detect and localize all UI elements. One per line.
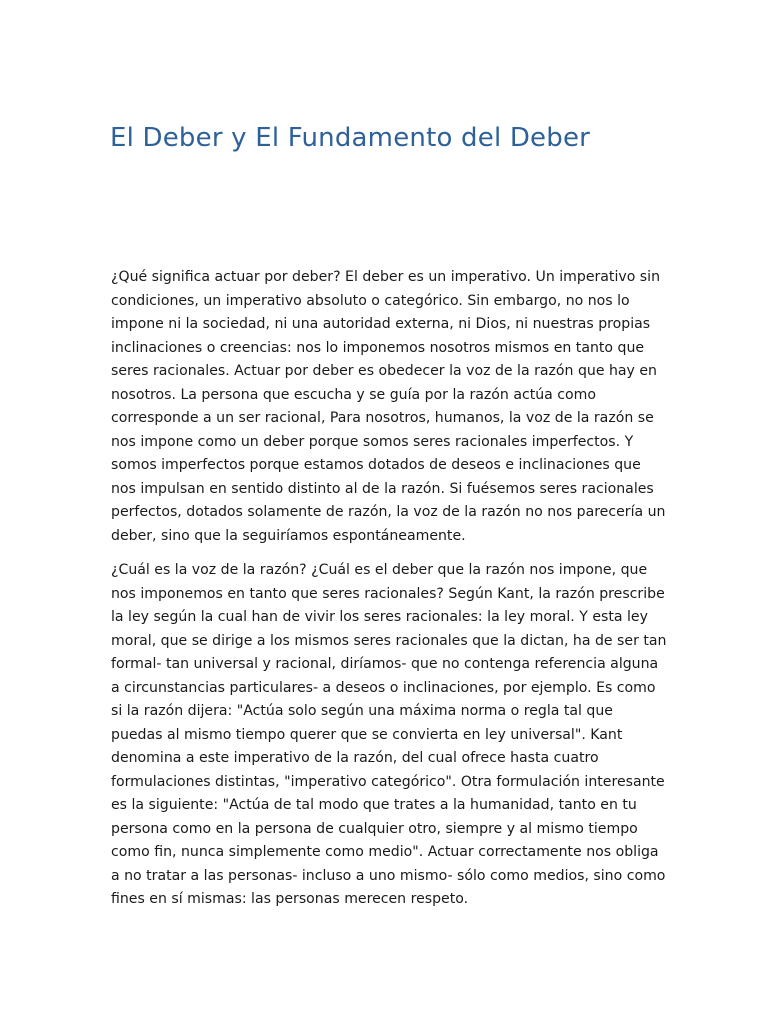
- body-paragraph-2: ¿Cuál es la voz de la razón? ¿Cuál es el deber que la razón nos impone, que nos imponemos en tanto que seres racionales? Según Kant, la razón prescribe la ley según la cual han de vivir los seres racionales: la ley moral. Y esta ley moral, que se dirige a los mismos seres racionales que la dictan, ha de ser tan formal- tan universal y racional, diríamos- que no contenga referencia alguna a circunstancias particulares- a deseos o inclinaciones, por ejemplo. Es como si la razón dijera: "Actúa solo según una máxima norma o regla tal que puedas al mismo tiempo querer que se convierta en ley universal". Kant denomina a este imperativo de la razón, del cual ofrece hasta cuatro formulaciones distintas, "imperativo categórico". Otra formulación interesante es la siguiente: "Actúa de tal modo que trates a la humanidad, tanto en tu persona como en la persona de cualquier otro, siempre y al mismo tiempo como fin, nunca simplemente como medio". Actuar correctamente nos obliga a no tratar a las personas- incluso a uno mismo- sólo como medios, sino como fines en sí mismas: las personas merecen respeto.: [111, 562, 667, 907]
- document-title: El Deber y El Fundamento del Deber: [110, 123, 591, 153]
- body-paragraph-1: ¿Qué significa actuar por deber? El deber es un imperativo. Un imperativo sin condiciones, un imperativo absoluto o categórico. Sin embargo, no nos lo impone ni la sociedad, ni una autoridad externa, ni Dios, ni nuestras propias inclinaciones o creencias: nos lo imponemos nosotros mismos en tanto que seres racionales. Actuar por deber es obedecer la voz de la razón que hay en nosotros. La persona que escucha y se guía por la razón actúa como corresponde a un ser racional, Para nosotros, humanos, la voz de la razón se nos impone como un deber porque somos seres racionales imperfectos. Y somos imperfectos porque estamos dotados de deseos e inclinaciones que nos impulsan en sentido distinto al de la razón. Si fuésemos seres racionales perfectos, dotados solamente de razón, la voz de la razón no nos parecería un deber, sino que la seguiríamos espontáneamente.: [111, 269, 666, 544]
- document-body: [111, 266, 667, 923]
